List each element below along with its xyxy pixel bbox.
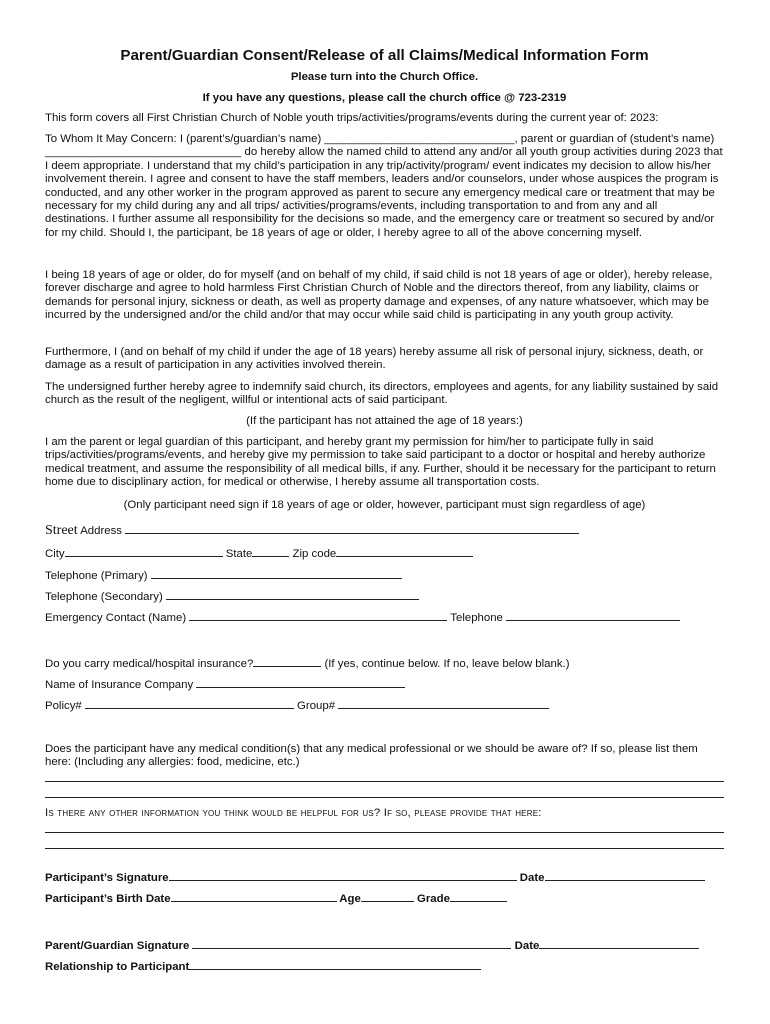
city-field[interactable] xyxy=(65,545,223,557)
release-text: I being 18 years of age or older, do for myself (and on behalf of my child, if said child is not 18 years of age or older), hereby release, forever discharge and agree to hold harmless First Christian Church of Noble and the directors thereof, from any liability, claims or demands for personal injury, sickness or death, as well as property damage and expenses, of any nature whatsoever, which may be incurred by the undersigned and/or the child and/or that may occur while said child is participating in any youth group activity. xyxy=(45,269,713,322)
emergency-contact-label: Emergency Contact (Name) xyxy=(45,612,190,624)
zip-label: Zip code xyxy=(289,548,337,560)
guardian-date-field[interactable] xyxy=(539,937,699,949)
age-field[interactable] xyxy=(361,890,414,902)
indemnify-paragraph xyxy=(45,381,724,408)
age-label: Age xyxy=(336,893,361,905)
participant-date-label: Date xyxy=(516,872,545,884)
participant-signature-field[interactable] xyxy=(169,869,517,881)
medical-question-text: Does the participant have any medical condition(s) that any medical professional or we should be aware of? If so, please list them here: (Including any allergies: food, medicine, etc.) xyxy=(45,743,698,769)
participant-date-field[interactable] xyxy=(545,869,705,881)
grade-field[interactable] xyxy=(450,890,507,902)
insurance-company-label: Name of Insurance Company xyxy=(45,679,197,691)
medical-question xyxy=(45,743,724,770)
group-label: Group# xyxy=(293,700,339,712)
policy-field[interactable] xyxy=(85,697,294,709)
telephone-secondary-row xyxy=(45,588,419,604)
guardian-signature-field[interactable] xyxy=(192,937,511,949)
relationship-row xyxy=(45,958,481,974)
address-label: Address xyxy=(77,525,126,537)
insurance-company-field[interactable] xyxy=(196,676,405,688)
form-title-block xyxy=(45,47,724,65)
emergency-telephone-field[interactable] xyxy=(506,609,680,621)
instruction-call: If you have any questions, please call the church office @ 723-2319 xyxy=(202,92,567,104)
insurance-note: (If yes, continue below. If no, leave below blank.) xyxy=(321,658,570,670)
telephone-primary-row xyxy=(45,567,402,583)
risk-paragraph xyxy=(45,346,724,373)
zip-field[interactable] xyxy=(336,545,473,557)
relationship-field[interactable] xyxy=(189,958,481,970)
risk-text: Furthermore, I (and on behalf of my child if under the age of 18 years) hereby assume all risk of personal injury, sickness, death, or damage as a result of participation in any activities involved therein. xyxy=(45,346,704,372)
telephone-primary-field[interactable] xyxy=(151,567,402,579)
other-info-question xyxy=(45,807,724,820)
policy-group-row xyxy=(45,697,549,713)
grade-label: Grade xyxy=(413,893,450,905)
guardian-date-label: Date xyxy=(511,940,540,952)
release-paragraph xyxy=(45,269,724,323)
other-info-text: Is there any other information you think would be helpful for us? If so, please provide that here: xyxy=(45,807,542,819)
whom-text: To Whom It May Concern: I (parent’s/guardian’s name) ______________________________, parent or guardian of (student’s name) _______________________________ do hereby allow the named child to attend any and/or all youth group activities during 2023 that I deem appropriate. I understand that my child’s participation in any trip/activity/program/ event indicates my decision to allow his/her involvement therein. I agree and consent to have the staff members, leaders and/or counselors, under whose auspices the program is conducted, and any other worker in the program approved as parent to secure any emergency medical care or treatment that may be necessary for my child during any and all trips/ activities/programs/events, including transportation to and from any and all destinations. I further assume all responsibility for the decisions so made, and the emergency care or treatment so secured by and/or for my child. Should I, the participant, be 18 years of age or older, I hereby agree to all of the above concerning myself. xyxy=(45,133,723,239)
whom-paragraph xyxy=(45,133,724,240)
guardian-signature-row xyxy=(45,937,699,953)
guardian-text: I am the parent or legal guardian of this participant, and hereby grant my permission for him/her to participate fully in said trips/activities/programs/events, and hereby give my permission to take said participant to a doctor or hospital and hereby authorize medical treatment, and assume the responsibility of all medical bills, if any. Further, should it be necessary for the participant to return home due to disciplinary action, for medical or otherwise, I hereby assume all transportation costs. xyxy=(45,436,716,489)
medical-line-2[interactable] xyxy=(45,797,724,798)
city-state-zip-row xyxy=(45,545,473,561)
covers-text: This form covers all First Christian Church of Noble youth trips/activities/programs/events during the current year of: 2023: xyxy=(45,112,659,124)
city-label: City xyxy=(45,548,65,560)
state-field[interactable] xyxy=(252,545,289,557)
participant-signature-row xyxy=(45,869,705,885)
emergency-contact-field[interactable] xyxy=(189,609,447,621)
emergency-contact-row xyxy=(45,609,680,625)
insurance-answer-field[interactable] xyxy=(253,655,321,667)
relationship-label: Relationship to Participant xyxy=(45,961,190,973)
birth-date-row xyxy=(45,890,507,906)
state-label: State xyxy=(222,548,253,560)
birth-date-field[interactable] xyxy=(171,890,337,902)
other-info-line-2[interactable] xyxy=(45,848,724,849)
only-sign-note: (Only participant need sign if 18 years of age or older, however, participant must sign regardless of age) xyxy=(123,499,646,511)
instruction-turn-in: Please turn into the Church Office. xyxy=(290,71,479,83)
telephone-primary-label: Telephone (Primary) xyxy=(45,570,151,582)
insurance-question-label: Do you carry medical/hospital insurance? xyxy=(45,658,254,670)
participant-signature-label: Participant’s Signature xyxy=(45,872,169,884)
form-title: Parent/Guardian Consent/Release of all Claims/Medical Information Form xyxy=(120,47,649,64)
not-attained-note: (If the participant has not attained the age of 18 years:) xyxy=(246,415,523,427)
telephone-secondary-field[interactable] xyxy=(166,588,419,600)
covers-statement xyxy=(45,112,724,125)
street-address-field[interactable] xyxy=(125,522,579,534)
guardian-signature-label: Parent/Guardian Signature xyxy=(45,940,193,952)
guardian-paragraph xyxy=(45,436,724,490)
street-label: Street xyxy=(45,523,78,538)
policy-label: Policy# xyxy=(45,700,85,712)
emergency-telephone-label: Telephone xyxy=(447,612,507,624)
group-field[interactable] xyxy=(338,697,549,709)
birth-date-label: Participant’s Birth Date xyxy=(45,893,171,905)
insurance-company-row xyxy=(45,676,405,692)
telephone-secondary-label: Telephone (Secondary) xyxy=(45,591,166,603)
insurance-question-row xyxy=(45,655,570,671)
street-address-row xyxy=(45,522,579,538)
other-info-line-1[interactable] xyxy=(45,832,724,833)
medical-line-1[interactable] xyxy=(45,781,724,782)
indemnify-text: The undersigned further hereby agree to indemnify said church, its directors, employees and agents, for any liability sustained by said church as the result of the negligent, willful or intentional acts of said participant. xyxy=(45,381,719,407)
